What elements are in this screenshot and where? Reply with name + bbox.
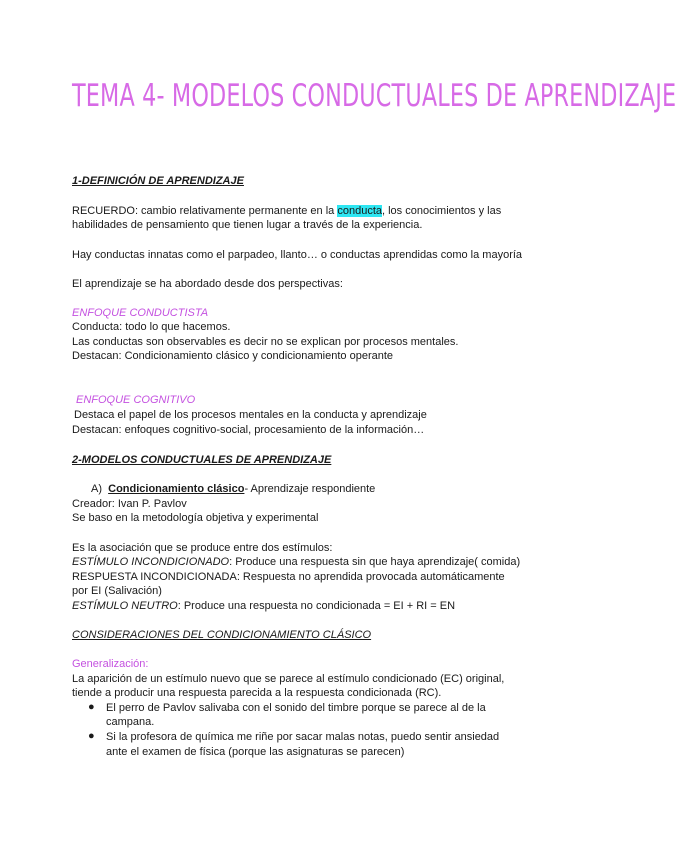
conductista-line-1: Conducta: todo lo que hacemos.	[72, 321, 231, 333]
recuerdo-text-post: , los conocimientos y las	[382, 205, 502, 217]
list-item-condicionamiento	[91, 482, 375, 497]
ei-text: : Produce una respuesta sin que haya aprendizaje( comida)	[229, 556, 521, 568]
metodologia-line: Se baso en la metodología objetiva y experimental	[72, 512, 319, 524]
innatas-paragraph: Hay conductas innatas como el parpadeo, llanto… o conductas aprendidas como la mayoría	[72, 249, 523, 261]
highlighted-word-conducta: conducta	[337, 205, 382, 217]
condicionamiento-subtitle: - Aprendizaje respondiente	[244, 483, 376, 495]
bullet-2-line-1: Si la profesora de química me riñe por sacar malas notas, puedo sentir ansiedad	[106, 731, 500, 743]
generalizacion-line-2: tiende a producir una respuesta parecida a la respuesta condicionada (RC).	[72, 687, 442, 699]
estimulo-incondicionado-line	[72, 555, 520, 570]
bullet-2-line-2: ante el examen de física (porque las asignaturas se parecen)	[106, 746, 405, 758]
conductista-line-3: Destacan: Condicionamiento clásico y condicionamiento operante	[72, 350, 394, 362]
condicionamiento-clasico-title: Condicionamiento clásico	[108, 483, 245, 495]
bullet-1-line-2: campana.	[106, 716, 155, 728]
cognitivo-line-1: Destaca el papel de los procesos mentales en la conducta y aprendizaje	[74, 409, 427, 421]
en-label: ESTÍMULO NEUTRO	[72, 600, 178, 612]
consideraciones-heading: CONSIDERACIONES DEL CONDICIONAMIENTO CLÁSICO	[72, 629, 372, 641]
generalizacion-label: Generalización:	[72, 658, 149, 670]
cognitivo-line-2: Destacan: enfoques cognitivo-social, procesamiento de la información…	[72, 424, 425, 436]
en-text: : Produce una respuesta no condicionada = EI + RI = EN	[177, 600, 456, 612]
conductista-line-2: Las conductas son observables es decir no se explican por procesos mentales.	[72, 336, 459, 348]
bullet-icon: ●	[88, 701, 95, 713]
list-marker: A)	[91, 483, 102, 495]
enfoque-cognitivo-label: ENFOQUE COGNITIVO	[76, 394, 196, 406]
respuesta-incondicionada-line-2: por EI (Salivación)	[72, 585, 162, 597]
recuerdo-text-pre: RECUERDO: cambio relativamente permanente en la	[72, 205, 338, 217]
enfoque-conductista-label: ENFOQUE CONDUCTISTA	[72, 307, 209, 319]
section-heading-definicion: 1-DEFINICIÓN DE APRENDIZAJE	[72, 175, 244, 187]
ei-label: ESTÍMULO INCONDICIONADO	[72, 556, 230, 568]
bullet-icon: ●	[88, 730, 95, 742]
recuerdo-line-1	[72, 204, 501, 219]
recuerdo-line-2: habilidades de pensamiento que tienen lugar a través de la experiencia.	[72, 219, 423, 231]
estimulo-neutro-line	[72, 599, 455, 614]
bullet-1-line-1: El perro de Pavlov salivaba con el sonido del timbre porque se parece al de la	[106, 702, 486, 714]
section-heading-modelos: 2-MODELOS CONDUCTUALES DE APRENDIZAJE	[72, 454, 332, 466]
perspectivas-paragraph: El aprendizaje se ha abordado desde dos perspectivas:	[72, 278, 343, 290]
asociacion-line: Es la asociación que se produce entre dos estímulos:	[72, 542, 333, 554]
generalizacion-line-1: La aparición de un estímulo nuevo que se parece al estímulo condicionado (EC) original,	[72, 673, 505, 685]
creador-line: Creador: Ivan P. Pavlov	[72, 498, 187, 510]
respuesta-incondicionada-line: RESPUESTA INCONDICIONADA: Respuesta no aprendida provocada automáticamente	[72, 571, 505, 583]
page-title: TEMA 4- MODELOS CONDUCTUALES DE APRENDIZAJE	[72, 78, 676, 114]
